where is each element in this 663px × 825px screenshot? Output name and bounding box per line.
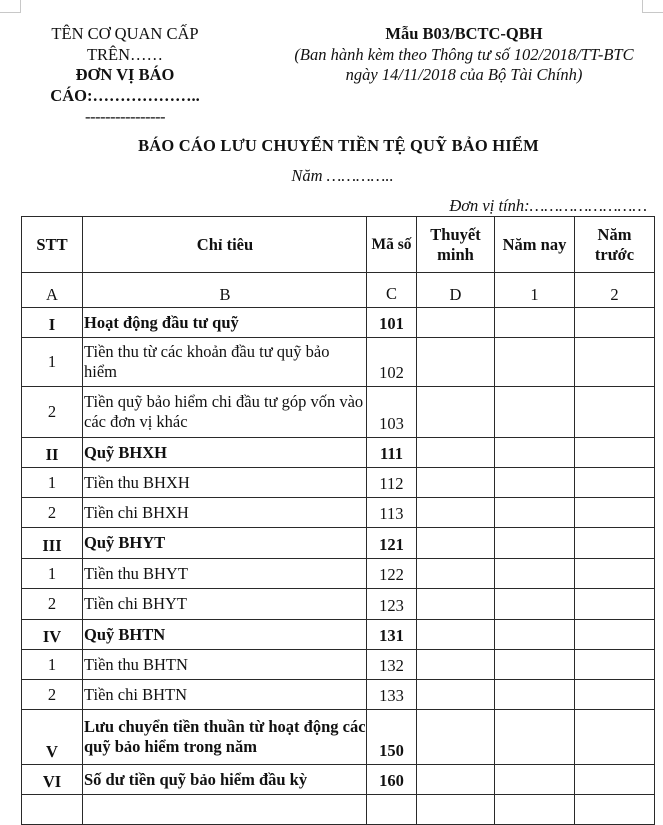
section-row	[22, 710, 655, 765]
issued-by-line2: ngày 14/11/2018 của Bộ Tài Chính)	[345, 65, 583, 84]
parent-agency-line1: TÊN CƠ QUAN CẤP	[51, 24, 199, 43]
row-indicator-name: Tiền thu BHYT	[83, 559, 367, 589]
row-current-year-cell	[495, 795, 575, 825]
row-note-cell	[417, 468, 495, 498]
row-prev-year-cell	[575, 308, 655, 338]
row-code: 112	[367, 468, 417, 498]
row-current-year-cell	[495, 438, 575, 468]
row-stt: 2	[22, 498, 83, 528]
issuing-agency-block	[30, 24, 220, 128]
table-row	[22, 559, 655, 589]
row-code: 121	[367, 528, 417, 559]
row-prev-year-cell	[575, 468, 655, 498]
col-header-code: Mã số	[367, 217, 417, 273]
row-code: 131	[367, 620, 417, 650]
col-header-prev-line2: trước	[594, 244, 635, 264]
row-note-cell	[417, 338, 495, 387]
letter-1: 1	[495, 273, 575, 308]
row-prev-year-cell	[575, 680, 655, 710]
reporting-unit-line1: ĐƠN VỊ BÁO	[75, 65, 175, 84]
row-indicator-name: Quỹ BHXH	[83, 438, 367, 468]
row-indicator-name	[83, 795, 367, 825]
row-code: 122	[367, 559, 417, 589]
row-stt: IV	[22, 620, 83, 650]
reporting-unit-line2: CÁO:………………..	[50, 85, 200, 105]
row-prev-year-cell	[575, 438, 655, 468]
form-code: Mẫu B03/BCTC-QBH	[385, 24, 543, 43]
row-prev-year-cell	[575, 650, 655, 680]
row-prev-year-cell	[575, 498, 655, 528]
row-stt: 2	[22, 589, 83, 620]
col-header-note-line1: Thuyết	[430, 224, 481, 244]
row-code: 160	[367, 765, 417, 795]
row-stt: II	[22, 438, 83, 468]
row-current-year-cell	[495, 528, 575, 559]
form-reference-block	[265, 24, 663, 86]
table-row	[22, 468, 655, 498]
currency-unit: Đơn vị tính:……………………	[449, 196, 647, 215]
row-note-cell	[417, 528, 495, 559]
row-current-year-cell	[495, 338, 575, 387]
row-stt: 2	[22, 387, 83, 438]
row-prev-year-cell	[575, 710, 655, 765]
row-note-cell	[417, 710, 495, 765]
row-stt: 2	[22, 680, 83, 710]
row-code: 113	[367, 498, 417, 528]
row-current-year-cell	[495, 498, 575, 528]
row-prev-year-cell	[575, 795, 655, 825]
row-prev-year-cell	[575, 559, 655, 589]
row-indicator-name: Tiền thu từ các khoản đầu tư quỹ bảo hiểm	[83, 338, 367, 387]
row-current-year-cell	[495, 680, 575, 710]
row-stt	[22, 795, 83, 825]
page-margin-corner-mark	[0, 0, 21, 13]
letter-c: C	[367, 273, 417, 308]
row-stt: III	[22, 528, 83, 559]
row-indicator-name: Tiền quỹ bảo hiểm chi đầu tư góp vốn vào các đơn vị khác	[83, 387, 367, 438]
divider: ----------------	[85, 107, 165, 126]
row-code: 103	[367, 387, 417, 438]
col-header-note	[417, 217, 495, 273]
table-row	[22, 338, 655, 387]
letter-2: 2	[575, 273, 655, 308]
row-indicator-name: Hoạt động đầu tư quỹ	[83, 308, 367, 338]
table-row	[22, 680, 655, 710]
row-note-cell	[417, 765, 495, 795]
row-prev-year-cell	[575, 765, 655, 795]
row-code: 123	[367, 589, 417, 620]
row-current-year-cell	[495, 620, 575, 650]
table-header-row	[22, 217, 655, 273]
row-stt: V	[22, 710, 83, 765]
row-current-year-cell	[495, 308, 575, 338]
col-header-prev-line1: Năm	[597, 224, 632, 244]
col-header-name: Chỉ tiêu	[83, 217, 367, 273]
row-code: 132	[367, 650, 417, 680]
row-note-cell	[417, 795, 495, 825]
row-note-cell	[417, 650, 495, 680]
table-row	[22, 795, 655, 825]
row-current-year-cell	[495, 650, 575, 680]
cash-flow-table	[21, 216, 655, 825]
row-indicator-name: Lưu chuyển tiền thuần từ hoạt động các quỹ bảo hiểm trong năm	[83, 710, 367, 765]
col-header-note-line2: minh	[437, 244, 474, 264]
section-row	[22, 308, 655, 338]
section-row	[22, 528, 655, 559]
row-code: 133	[367, 680, 417, 710]
table-row	[22, 387, 655, 438]
letter-b: B	[83, 273, 367, 308]
issued-by-line1: (Ban hành kèm theo Thông tư số 102/2018/TT-BTC	[294, 44, 634, 64]
col-header-prev-year	[575, 217, 655, 273]
row-current-year-cell	[495, 468, 575, 498]
row-stt: I	[22, 308, 83, 338]
row-note-cell	[417, 387, 495, 438]
row-prev-year-cell	[575, 589, 655, 620]
report-year: Năm …………..	[291, 166, 394, 185]
row-current-year-cell	[495, 765, 575, 795]
row-code: 150	[367, 710, 417, 765]
row-indicator-name: Quỹ BHTN	[83, 620, 367, 650]
section-row	[22, 620, 655, 650]
row-stt: VI	[22, 765, 83, 795]
row-prev-year-cell	[575, 528, 655, 559]
letter-a: A	[22, 273, 83, 308]
row-note-cell	[417, 498, 495, 528]
section-row	[22, 765, 655, 795]
section-row	[22, 438, 655, 468]
row-indicator-name: Số dư tiền quỹ bảo hiểm đầu kỳ	[83, 765, 367, 795]
row-prev-year-cell	[575, 387, 655, 438]
row-stt: 1	[22, 650, 83, 680]
col-header-current-year: Năm nay	[495, 217, 575, 273]
row-code: 102	[367, 338, 417, 387]
row-stt: 1	[22, 559, 83, 589]
row-note-cell	[417, 559, 495, 589]
table-row	[22, 650, 655, 680]
table-row	[22, 589, 655, 620]
parent-agency-line2: TRÊN……	[86, 44, 164, 64]
row-prev-year-cell	[575, 338, 655, 387]
row-stt: 1	[22, 338, 83, 387]
row-code	[367, 795, 417, 825]
row-note-cell	[417, 680, 495, 710]
row-note-cell	[417, 438, 495, 468]
row-indicator-name: Tiền chi BHYT	[83, 589, 367, 620]
row-current-year-cell	[495, 589, 575, 620]
col-header-stt: STT	[22, 217, 83, 273]
row-indicator-name: Quỹ BHYT	[83, 528, 367, 559]
row-current-year-cell	[495, 559, 575, 589]
row-stt: 1	[22, 468, 83, 498]
table-row	[22, 498, 655, 528]
report-title: BÁO CÁO LƯU CHUYỂN TIỀN TỆ QUỸ BẢO HIỂM	[138, 136, 539, 155]
row-code: 101	[367, 308, 417, 338]
column-letter-row	[22, 273, 655, 308]
row-code: 111	[367, 438, 417, 468]
letter-d: D	[417, 273, 495, 308]
row-note-cell	[417, 589, 495, 620]
row-current-year-cell	[495, 387, 575, 438]
row-indicator-name: Tiền thu BHTN	[83, 650, 367, 680]
row-indicator-name: Tiền chi BHTN	[83, 680, 367, 710]
row-note-cell	[417, 620, 495, 650]
row-indicator-name: Tiền thu BHXH	[83, 468, 367, 498]
row-indicator-name: Tiền chi BHXH	[83, 498, 367, 528]
row-prev-year-cell	[575, 620, 655, 650]
page-margin-corner-mark	[642, 0, 663, 13]
row-note-cell	[417, 308, 495, 338]
row-current-year-cell	[495, 710, 575, 765]
